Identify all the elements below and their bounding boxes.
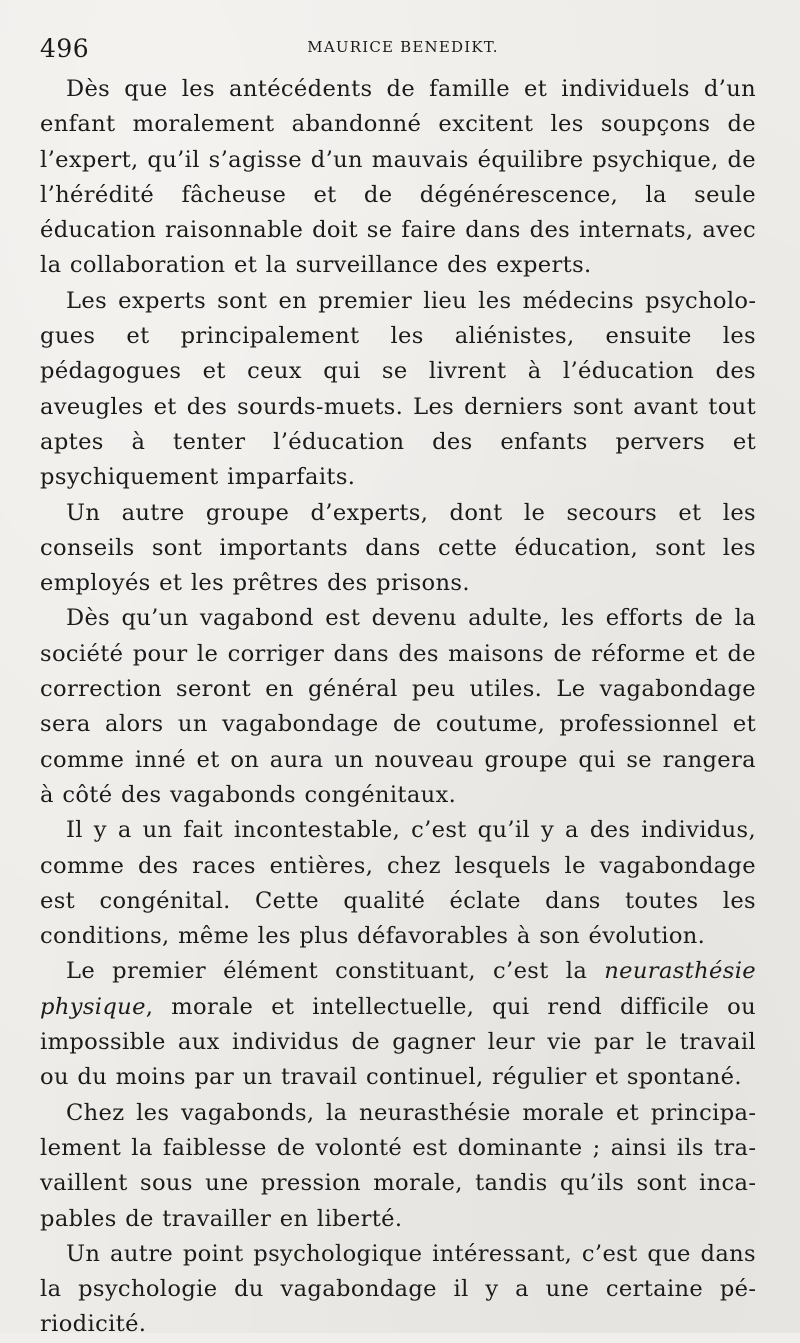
page-header xyxy=(40,28,756,68)
emphasized-term: neurasthésie physique xyxy=(40,958,756,1020)
running-head: MAURICE BENEDIKT. xyxy=(307,38,499,56)
paragraph: Chez les vagabonds, la neurasthésie morale et principalement la faiblesse de volonté est dominante ; ainsi ils travaillent sous une pression morale, tandis qu’ils sont incapables de travailler en liberté. xyxy=(40,1099,756,1232)
page-number: 496 xyxy=(40,34,90,63)
paragraph xyxy=(40,954,756,1095)
paragraph-text: , morale et intellectuelle, qui rend difficile ou impossible aux individus de gagner leur vie par le travail ou du moins par un travail continuel, régulier et spontané. xyxy=(40,993,756,1091)
paragraph: Il y a un fait incontestable, c’est qu’il y a des individus, comme des races entières, chez lesquels le vagabondage est congénital. Cette qualité éclate dans toutes les conditions, même les plus défavorables à son évolution. xyxy=(40,817,756,950)
paragraph: Dès qu’un vagabond est devenu adulte, les efforts de la société pour le corriger dans des maisons de réforme et de correction seront en général peu utiles. Le vagabondage sera alors un vagabondage de coutume, professionnel et comme inné et on aura un nouveau groupe qui se rangera à côté des vagabonds congénitaux. xyxy=(40,605,756,808)
paragraph: Les experts sont en premier lieu les médecins psychologues et principalement les aliénistes, ensuite les pédagogues et ceux qui se livrent à l’éducation des aveugles et des sourds-muets. Les derniers sont avant tout aptes à tenter l’éducation des enfants pervers et psychiquement imparfaits. xyxy=(40,287,756,491)
body-text xyxy=(40,72,756,1343)
paragraph: Un autre point psychologique intéressant, c’est que dans la psychologie du vagabondage il y a une certaine périodicité. xyxy=(40,1240,756,1338)
paragraph: Dès que les antécédents de famille et individuels d’un enfant moralement abandonné excitent les soupçons de l’expert, qu’il s’agisse d’un mauvais équilibre psychique, de l’hérédité fâcheuse et de dégénérescence, la seule éducation raisonnable doit se faire dans des internats, avec la collaboration et la surveillance des experts. xyxy=(40,76,756,279)
paragraph-text: Le premier élément constituant, c’est la xyxy=(66,958,605,985)
paragraph: Un autre groupe d’experts, dont le secours et les conseils sont importants dans cette éducation, sont les employés et les prêtres des prisons. xyxy=(40,499,756,597)
